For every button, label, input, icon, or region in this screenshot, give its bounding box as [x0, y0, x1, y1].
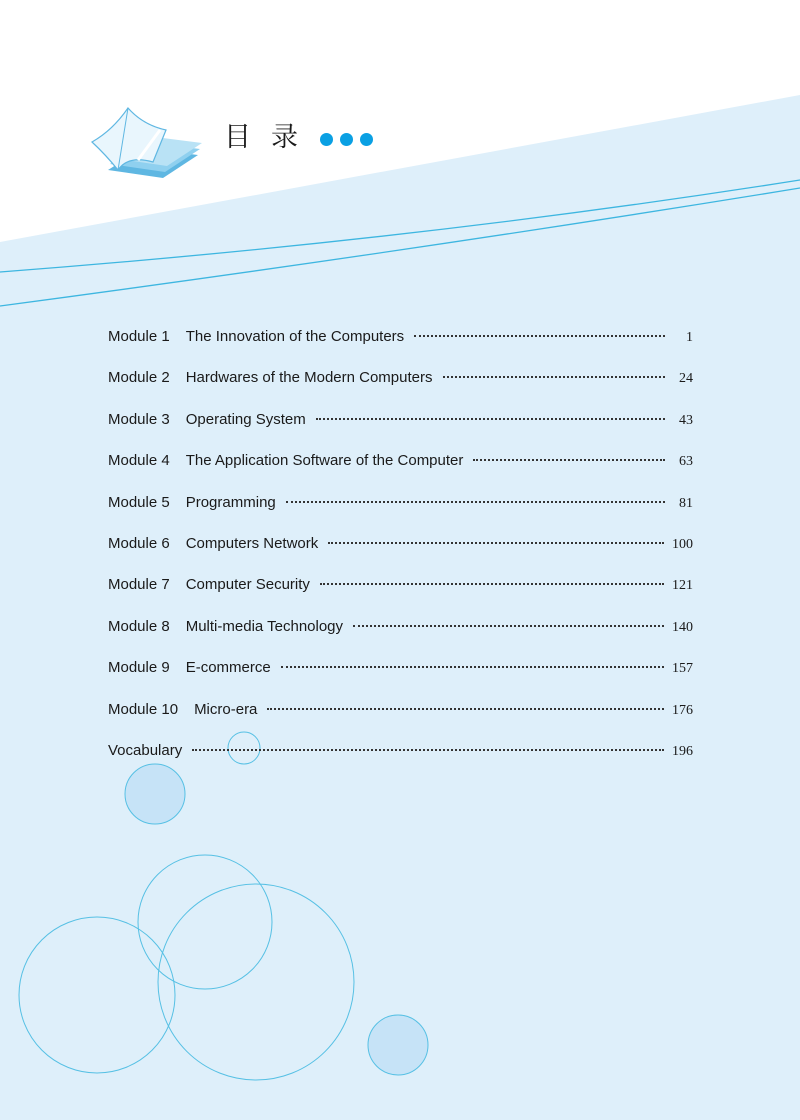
module-title: Multi-media Technology	[185, 617, 344, 635]
module-number: Module 9	[108, 659, 170, 677]
page-number: 24	[679, 371, 693, 387]
toc-entry[interactable]	[108, 357, 693, 398]
dot-icon	[320, 133, 333, 146]
page-title: 目录	[224, 122, 318, 153]
dot-icon	[340, 133, 353, 146]
page-number: 157	[672, 661, 693, 677]
dot-leader	[281, 666, 664, 668]
toc-entry[interactable]	[108, 564, 693, 605]
page-number: 196	[672, 743, 693, 759]
dot-leader	[414, 335, 665, 337]
page-number: 121	[672, 578, 693, 594]
module-number: Module 7	[108, 576, 170, 594]
page-number: 140	[672, 619, 693, 635]
page-number: 63	[679, 454, 693, 470]
decorative-circle	[368, 1015, 428, 1075]
dot-leader	[328, 542, 664, 544]
book-icon	[88, 100, 203, 180]
dot-leader	[320, 583, 664, 585]
module-title: Computer Security	[185, 576, 310, 594]
page-number: 81	[679, 495, 693, 511]
module-title: Hardwares of the Modern Computers	[185, 369, 433, 387]
module-number: Module 5	[108, 493, 170, 511]
toc-entry[interactable]	[108, 399, 693, 440]
dot-leader	[316, 418, 665, 420]
vocabulary-title: Vocabulary	[108, 741, 183, 759]
module-number: Module 2	[108, 369, 170, 387]
toc-entry[interactable]	[108, 482, 693, 523]
page-number: 176	[672, 702, 693, 718]
module-number: Module 3	[108, 410, 170, 428]
module-number: Module 10	[108, 700, 179, 718]
toc-entry[interactable]	[108, 606, 693, 647]
page-number: 1	[686, 330, 693, 345]
module-number: Module 8	[108, 617, 170, 635]
decorative-circle	[125, 764, 185, 824]
dot-leader	[286, 501, 665, 503]
module-title: Programming	[185, 493, 276, 511]
title-dots	[320, 133, 373, 146]
dot-leader	[443, 376, 666, 378]
toc-entry[interactable]	[108, 316, 693, 357]
toc-entry[interactable]	[108, 647, 693, 688]
module-title: The Innovation of the Computers	[185, 328, 405, 345]
toc-entry[interactable]	[108, 523, 693, 564]
module-number: Module 1	[108, 328, 170, 345]
module-title: E-commerce	[185, 659, 271, 677]
toc-entry[interactable]	[108, 730, 693, 771]
page-number: 43	[679, 412, 693, 428]
toc-entry[interactable]	[108, 689, 693, 730]
module-title: Computers Network	[185, 534, 319, 552]
toc-entry[interactable]	[108, 440, 693, 481]
module-number: Module 6	[108, 534, 170, 552]
module-title: Operating System	[185, 410, 306, 428]
module-title: The Application Software of the Computer	[185, 452, 464, 470]
page-number: 100	[672, 536, 693, 552]
dot-icon	[360, 133, 373, 146]
module-title: Micro-era	[194, 700, 258, 718]
dot-leader	[473, 459, 665, 461]
module-number: Module 4	[108, 452, 170, 470]
dot-leader	[192, 749, 664, 751]
dot-leader	[267, 708, 664, 710]
table-of-contents	[108, 316, 693, 771]
dot-leader	[353, 625, 664, 627]
